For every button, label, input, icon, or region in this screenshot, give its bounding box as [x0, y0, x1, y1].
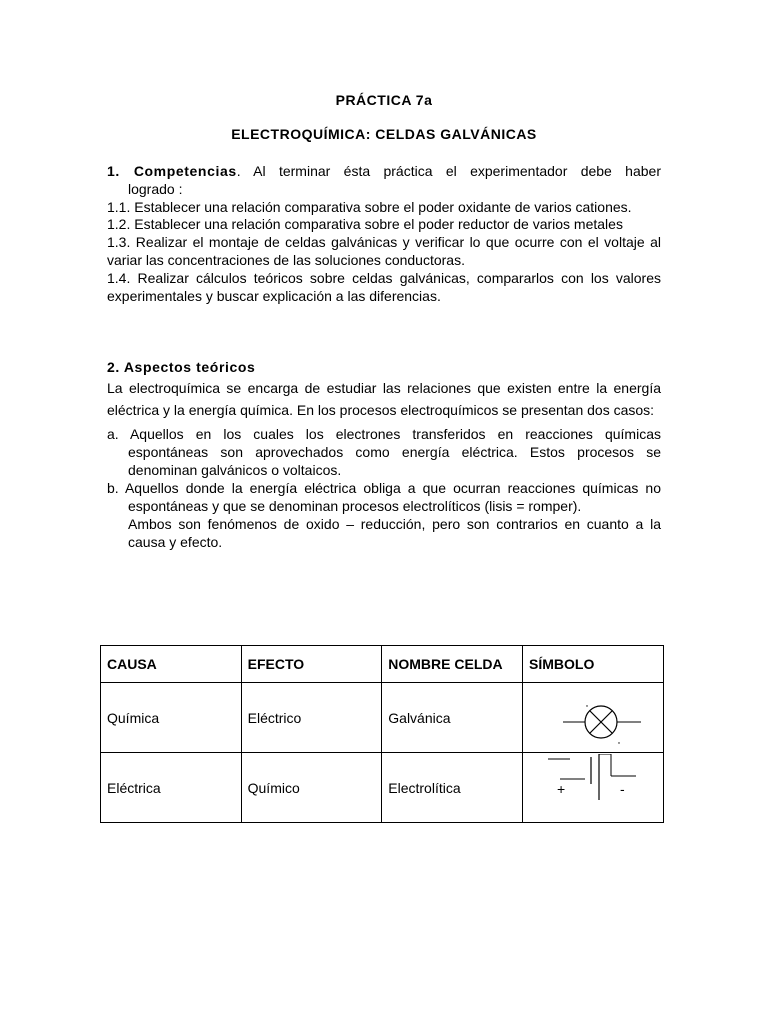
table-cell: Químico — [241, 753, 382, 823]
table-cell: Eléctrica — [101, 753, 242, 823]
table-cell: Química — [101, 683, 242, 753]
column-header: SÍMBOLO — [523, 646, 664, 683]
column-header: NOMBRE CELDA — [382, 646, 523, 683]
table-cell-symbol — [523, 683, 664, 753]
document-subtitle: ELECTROQUÍMICA: CELDAS GALVÁNICAS — [231, 126, 537, 142]
table-cell: Galvánica — [382, 683, 523, 753]
list-item: 1.2. Establecer una relación comparativa sobre el poder reductor de varios metales — [107, 216, 623, 233]
battery-plus-label: + — [557, 780, 566, 797]
section-intro-continuation: logrado : — [128, 180, 183, 197]
section-heading: 2. Aspectos teóricos — [107, 359, 256, 375]
section-competencias — [107, 163, 661, 305]
battery-symbol — [523, 754, 663, 822]
column-header: CAUSA — [101, 646, 242, 683]
cell-table — [100, 645, 664, 823]
battery-minus-label: - — [620, 780, 625, 797]
list-item: 1.3. Realizar el montaje de celdas galvánicas y verificar lo que ocurre con el voltaje al variar las concentraciones de las soluciones conductoras. — [107, 234, 661, 268]
section-heading: 1. Competencias — [107, 163, 237, 179]
battery-symbol-icon — [523, 754, 663, 822]
table-row — [101, 683, 664, 753]
section-intro — [107, 163, 661, 181]
section-aspectos — [107, 359, 661, 551]
list-item: b. Aquellos donde la energía eléctrica obliga a que ocurran reacciones químicas no espontáneas y que se denominan procesos electrolíticos (lisis = romper). — [107, 479, 661, 514]
section-intro-text: . Al terminar ésta práctica el experimentador debe haber — [236, 163, 661, 179]
table-header-row — [101, 646, 664, 683]
paragraph-note: Ambos son fenómenos de oxido – reducción, pero son contrarios en cuanto a la causa y efecto. — [128, 515, 661, 550]
list-item: 1.4. Realizar cálculos teóricos sobre celdas galvánicas, compararlos con los valores experimentales y buscar explicación a las diferencias. — [107, 269, 661, 304]
list-item: 1.1. Establecer una relación comparativa sobre el poder oxidante de varios cationes. — [107, 198, 632, 215]
lamp-symbol-icon — [523, 684, 663, 752]
paragraph: La electroquímica se encarga de estudiar las relaciones que existen entre la energía eléctrica y la energía química. En los procesos electroquímicos se presentan dos casos: — [107, 379, 661, 418]
column-header: EFECTO — [241, 646, 382, 683]
table-row — [101, 753, 664, 823]
list-item: a. Aquellos en los cuales los electrones transferidos en reacciones químicas espontáneas son aprovechados como energía eléctrica. Estos procesos se denominan galvánicos o voltaicos. — [107, 425, 661, 478]
document-title: PRÁCTICA 7a — [335, 92, 433, 108]
table-cell: Eléctrico — [241, 683, 382, 753]
table-cell-symbol — [523, 753, 664, 823]
table-cell: Electrolítica — [382, 753, 523, 823]
